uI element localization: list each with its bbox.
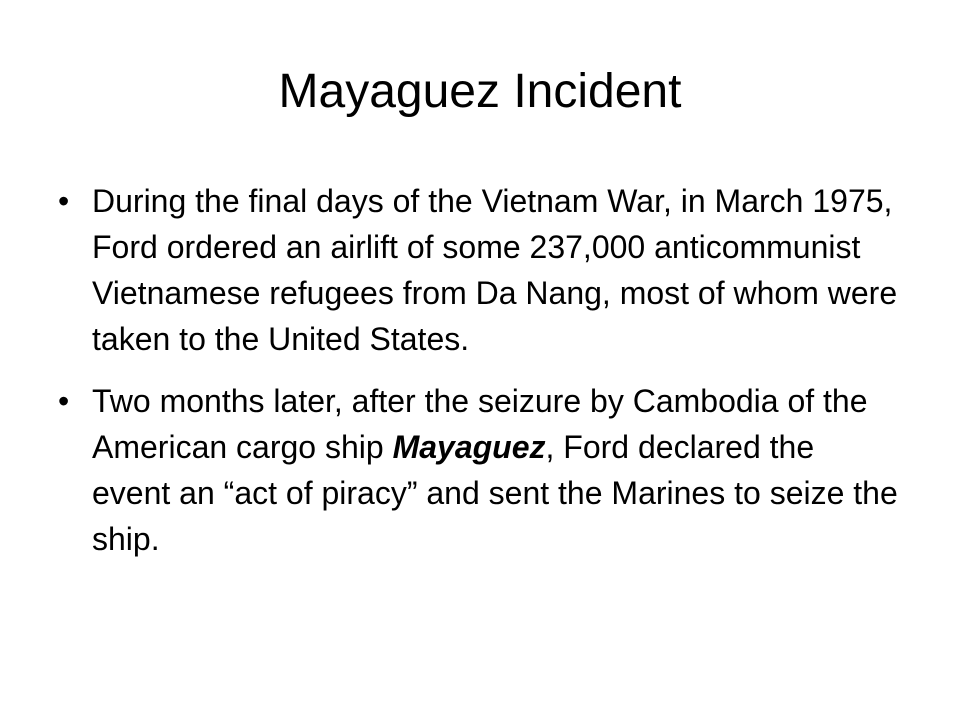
ship-name: Mayaguez <box>392 429 546 465</box>
bullet-list <box>58 178 900 578</box>
bullet-icon: • <box>58 183 70 219</box>
bullet-text: During the final days of the Vietnam War, in March 1975, Ford ordered an airlift of some 237,000 anticommunist Vietnamese refugees from Da Nang, most of whom were taken to the United States. <box>92 183 898 357</box>
slide-title: Mayaguez Incident <box>278 65 682 118</box>
bullet-icon: • <box>58 383 70 419</box>
bullet-item-mayaguez <box>58 378 900 562</box>
bullet-text-part2: , Ford declared the event an “act of piracy” and sent the Marines to seize the ship. <box>92 429 898 557</box>
bullet-item-airlift <box>58 178 900 362</box>
bullet-text-part1: Two months later, after the seizure by Cambodia of the American cargo ship <box>92 383 868 465</box>
